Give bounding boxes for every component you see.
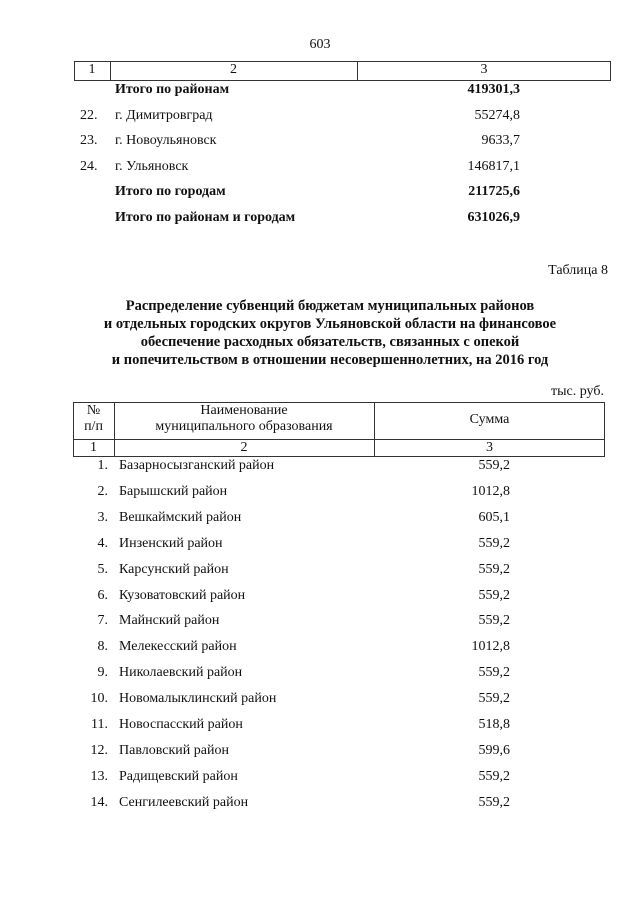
title-line: Распределение субвенций бюджетам муниципальных районов (125, 298, 535, 314)
row-name: г. Новоульяновск (115, 133, 217, 148)
top-col-number-2: 2 (230, 62, 237, 77)
page-number: 603 (309, 37, 331, 52)
row-name: г. Димитровград (115, 108, 213, 123)
subvention-amount: 559,2 (478, 588, 510, 603)
subvention-amount: 559,2 (478, 769, 510, 784)
row-value: 9633,7 (481, 133, 520, 148)
header-name-line1: Наименование (200, 403, 288, 418)
row-name: Итого по районам и городам (115, 210, 296, 225)
header-number-line1: № (86, 403, 101, 418)
row-number: 9. (97, 665, 108, 680)
row-number: 23. (80, 133, 98, 148)
row-value: 631026,9 (467, 210, 520, 225)
subvention-amount: 518,8 (478, 717, 510, 732)
district-name: Сенгилеевский район (119, 795, 249, 810)
district-name: Павловский район (119, 743, 229, 758)
district-name: Вешкаймский район (119, 510, 242, 525)
row-value: 211725,6 (468, 184, 520, 199)
row-number: 8. (97, 639, 108, 654)
subvention-amount: 1012,8 (471, 639, 510, 654)
title-line: обеспечение расходных обязательств, связанных с опекой (140, 334, 520, 350)
header-name-line2: муниципального образования (155, 419, 333, 434)
header-number-line2: п/п (84, 419, 103, 434)
row-number: 3. (97, 510, 108, 525)
subvention-amount: 559,2 (478, 458, 510, 473)
top-col-number-3: 3 (480, 62, 488, 77)
row-name: Итого по районам (115, 82, 230, 97)
top-col-number-1: 1 (88, 62, 96, 77)
district-name: Базарносызганский район (119, 458, 275, 473)
district-name: Карсунский район (119, 562, 229, 577)
main-col-number-1: 1 (90, 440, 97, 455)
header-sum-cell: Сумма (469, 412, 510, 427)
table-title (60, 297, 600, 369)
district-name: Кузоватовский район (119, 588, 246, 603)
row-value: 146817,1 (467, 159, 520, 174)
district-name: Инзенский район (119, 536, 223, 551)
district-name: Барышский район (119, 484, 228, 499)
subvention-amount: 605,1 (478, 510, 510, 525)
row-number: 4. (97, 536, 108, 551)
subvention-amount: 559,2 (478, 665, 510, 680)
district-name: Николаевский район (119, 665, 243, 680)
district-name: Мелекесский район (119, 639, 237, 654)
subvention-amount: 559,2 (478, 613, 510, 628)
subvention-amount: 559,2 (478, 562, 510, 577)
row-number: 14. (90, 795, 108, 810)
units-label: тыс. руб. (551, 384, 604, 399)
row-name: г. Ульяновск (115, 159, 189, 174)
title-line: и отдельных городских округов Ульяновской области на финансовое (103, 316, 557, 332)
row-name: Итого по городам (115, 184, 226, 199)
main-col-number-3: 3 (486, 440, 493, 455)
row-number: 2. (97, 484, 108, 499)
row-number: 10. (90, 691, 108, 706)
main-col-number-2: 2 (240, 440, 248, 455)
subvention-amount: 1012,8 (471, 484, 510, 499)
row-number: 24. (80, 159, 98, 174)
row-number: 11. (91, 717, 108, 732)
district-name: Радищевский район (119, 769, 238, 784)
title-line: и попечительством в отношении несовершеннолетних, на 2016 год (111, 352, 549, 368)
subvention-amount: 559,2 (478, 691, 510, 706)
subvention-amount: 559,2 (478, 795, 510, 810)
header-name-cell (114, 403, 374, 435)
subvention-amount: 599,6 (478, 743, 510, 758)
district-name: Новоспасский район (119, 717, 243, 732)
row-number: 1. (97, 458, 108, 473)
header-number-cell (73, 403, 114, 435)
row-number: 6. (97, 588, 108, 603)
row-number: 5. (97, 562, 108, 577)
row-number: 7. (97, 613, 108, 628)
row-number: 12. (90, 743, 108, 758)
row-number: 13. (90, 769, 108, 784)
row-value: 55274,8 (474, 108, 520, 123)
row-value: 419301,3 (467, 82, 520, 97)
district-name: Новомалыклинский район (119, 691, 277, 706)
table-label: Таблица 8 (548, 263, 608, 278)
row-number: 22. (80, 108, 98, 123)
subvention-amount: 559,2 (478, 536, 510, 551)
district-name: Майнский район (119, 613, 220, 628)
